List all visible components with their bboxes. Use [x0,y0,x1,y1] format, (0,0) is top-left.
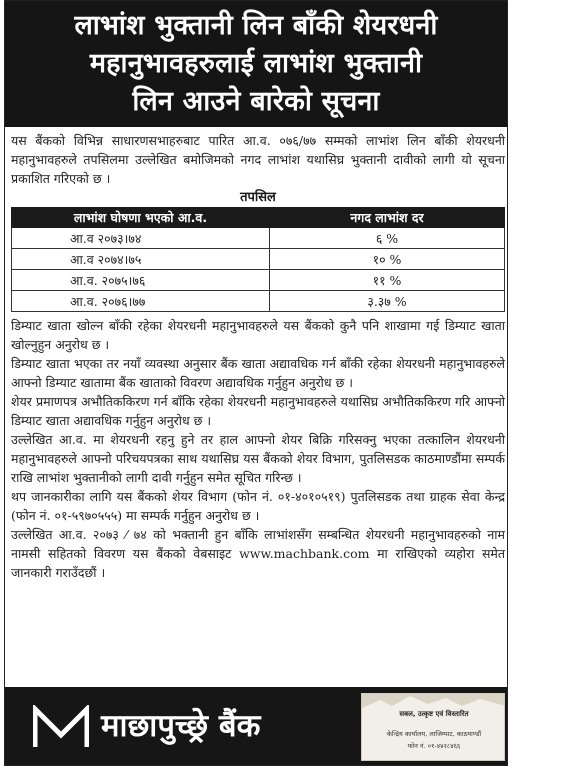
fiscal-year-cell: आ.व २०७३।७४ [12,228,270,249]
dividend-rate-cell: ११ % [270,270,505,291]
bank-name: माछापुच्छ्रे बैंक [101,708,261,744]
intro-paragraph: यस बैंकको विभिन्न साधारणसभाहरुबाट पारित आ.व. ०७६/७७ सम्मको लाभांश लिन बाँकी शेयरधनी महानुभावहरुले तपसिलमा उल्लेखित बमोजिमको नगद लाभांश यथासिघ्र भुक्तानी दावीको लागी यो सूचना प्रकाशित गरिएको छ । [11,133,505,186]
address-box [361,693,505,761]
dividend-rate-cell: १० % [270,249,505,270]
address-line: केन्द्रिय कार्यालय, लाजिम्पाट, काठमाण्डौं [386,730,482,738]
dividend-rate-cell: ३.३७ % [270,291,505,312]
bank-account-update-paragraph: डिम्याट खाता भएका तर नयाँ व्यवस्था अनुसार बैंक खाता अद्यावधिक गर्न बाँकी रहेका शेयरधनी महानुभावहरुले आफ्नो डिम्याट खातामा बैंक खाताको विवरण अद्यावधिक गर्नुहुन अनुरोध छ । [11,356,505,390]
header-fiscal-year: लाभांश घोषणा भएको आ.व. [12,208,270,228]
dematerialization-paragraph: शेयर प्रमाणपत्र अभौतिककिरण गर्न बाँकि रहेका शेयरधनी महानुभावहरुले यथासिघ्र अभौतिककिरण गरि आफ्नो डिम्याट खाता अद्यावधिक गर्नुहुन अनुरोध छ । [11,394,505,428]
dividend-rate-cell: ६ % [270,228,505,249]
table-row [12,291,505,312]
head-office-address [362,728,505,752]
notice-frame [4,0,508,766]
website-paragraph: उल्लेखित आ.व. २०७३ ⁄ ७४ को भक्तानी हुन बाँकि लाभांशसँग सम्बन्धित शेयरधनी महानुभावहरुको नाम नामसी सहितको विवरण यस बैंकको वेबसाइट www.machbank.com मा राखिएको व्यहोरा समेत जानकारी गराउँदछौं । [11,527,505,580]
dividend-table [11,207,505,312]
notice-body [11,131,505,582]
header-cash-dividend-rate: नगद लाभांश दर [270,208,505,228]
table-header-row [12,208,505,228]
table-row [12,228,505,249]
table-title: तपसिल [240,190,276,205]
demat-open-paragraph: डिम्याट खाता खोल्न बाँकी रहेका शेयरधनी महानुभावहरुले यस बैंकको कुनै पनि शाखामा गई डिम्याट खाता खोल्नुहुन अनुरोध छ । [11,318,505,352]
fiscal-year-cell: आ.व. २०७६।७७ [12,291,270,312]
instructions [11,316,505,582]
bank-tagline: सबल, उत्कृष्ट एवं विस्तारित [399,710,469,718]
mountain-logo-icon [33,705,89,749]
table-row [12,270,505,291]
headline-line-2: महानुभावहरुलाई लाभांश भुक्तानी [89,48,423,79]
headline-line-1: लाभांश भुक्तानी लिन बाँकी शेयरधनी [74,10,438,41]
contact-paragraph: थप जानकारीका लागि यस बैंकको शेयर विभाग (फोन नं. ०१-४०१०५१९) पुतलिसडक तथा ग्राहक सेवा केन्द्र (फोन नं. ०१-५९७०५५५) मा सम्पर्क गर्नुहुन अनुरोध छ । [11,489,505,523]
fiscal-year-cell: आ.व. २०७५।७६ [12,270,270,291]
fiscal-year-cell: आ.व २०७४।७५ [12,249,270,270]
headline-banner [5,1,507,127]
former-shareholders-paragraph: उल्लेखित आ.व. मा शेयरधनी रहनु हुने तर हाल आफ्नो शेयर बिक्रि गरिसक्नु भएका तत्कालिन शेयरधनी महानुभावहरुले आफ्नो परिचयपत्रका साथ यथासिघ्र यस बैंकको शेयर विभाग, पुतलिसडक काठमाण्डौंमा सम्पर्क राखि लाभांश भुक्तानीको लागी दावी गर्नुहुन समेत सूचित गरिन्छ । [11,432,505,485]
headline-line-3: लिन आउने बारेको सूचना [132,86,380,117]
phone-line: फोन नं. ०१-४४२८४६६ [407,742,461,750]
table-row [12,249,505,270]
bank-footer [5,687,507,765]
